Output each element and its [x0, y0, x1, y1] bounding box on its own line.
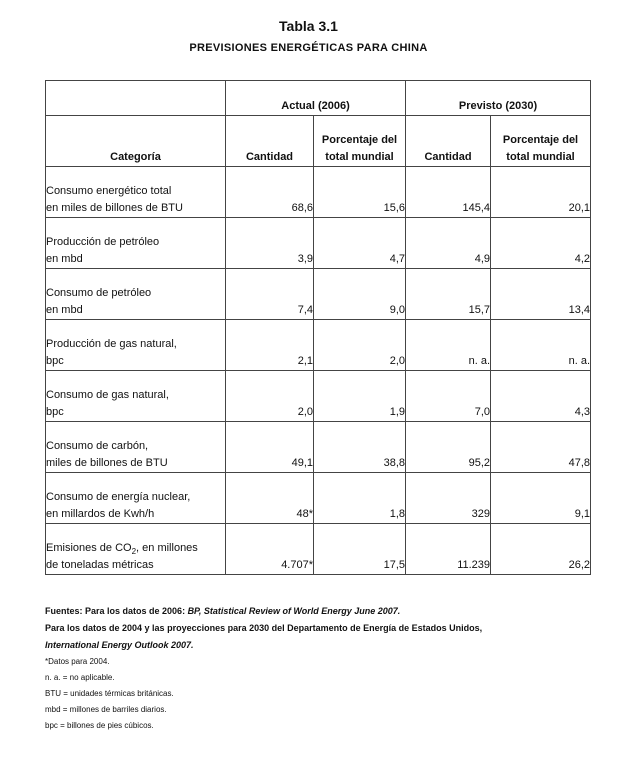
header-previsto-porcentaje: Porcentaje del total mundial — [491, 116, 591, 167]
previsto-porcentaje-cell: 47,8 — [491, 422, 591, 473]
actual-porcentaje-cell: 4,7 — [314, 218, 406, 269]
header-group-previsto: Previsto (2030) — [406, 81, 591, 116]
header-category: Categoría — [46, 116, 226, 167]
header-previsto-cantidad: Cantidad — [406, 116, 491, 167]
actual-porcentaje-cell: 17,5 — [314, 524, 406, 575]
actual-porcentaje-cell: 38,8 — [314, 422, 406, 473]
actual-porcentaje-cell: 9,0 — [314, 269, 406, 320]
table-row — [46, 422, 591, 473]
table-footnotes — [45, 603, 605, 734]
table-row — [46, 371, 591, 422]
actual-porcentaje-cell: 2,0 — [314, 320, 406, 371]
table-row — [46, 218, 591, 269]
actual-cantidad-cell: 2,0 — [226, 371, 314, 422]
actual-cantidad-cell: 2,1 — [226, 320, 314, 371]
row-label: Consumo de energía nuclear, en millardos de Kwh/h — [46, 473, 226, 524]
actual-cantidad-cell: 7,4 — [226, 269, 314, 320]
actual-cantidad-cell: 68,6 — [226, 167, 314, 218]
sources-line: Fuentes: Para los datos de 2006: BP, Statistical Review of World Energy June 2007. — [45, 606, 401, 616]
previsto-cantidad-cell: 7,0 — [406, 371, 491, 422]
row-label: Producción de petróleo en mbd — [46, 218, 226, 269]
previsto-cantidad-cell: n. a. — [406, 320, 491, 371]
previsto-porcentaje-cell: 9,1 — [491, 473, 591, 524]
actual-porcentaje-cell: 15,6 — [314, 167, 406, 218]
table-row — [46, 320, 591, 371]
previsto-cantidad-cell: 11.239 — [406, 524, 491, 575]
previsto-cantidad-cell: 4,9 — [406, 218, 491, 269]
previsto-porcentaje-cell: 4,2 — [491, 218, 591, 269]
table-title: Tabla 3.1 — [279, 18, 338, 34]
sources-line-3: International Energy Outlook 2007. — [45, 640, 194, 650]
actual-porcentaje-cell: 1,9 — [314, 371, 406, 422]
previsto-porcentaje-cell: 26,2 — [491, 524, 591, 575]
actual-cantidad-cell: 48* — [226, 473, 314, 524]
previsto-porcentaje-cell: 20,1 — [491, 167, 591, 218]
header-group-actual: Actual (2006) — [226, 81, 406, 116]
header-actual-cantidad: Cantidad — [226, 116, 314, 167]
previsto-porcentaje-cell: 4,3 — [491, 371, 591, 422]
table-row — [46, 167, 591, 218]
table-row — [46, 269, 591, 320]
header-actual-porcentaje: Porcentaje del total mundial — [314, 116, 406, 167]
row-label: Consumo de gas natural, bpc — [46, 371, 226, 422]
row-label: Consumo de carbón, miles de billones de BTU — [46, 422, 226, 473]
row-label: Producción de gas natural, bpc — [46, 320, 226, 371]
previsto-porcentaje-cell: 13,4 — [491, 269, 591, 320]
row-label: Consumo de petróleo en mbd — [46, 269, 226, 320]
previsto-porcentaje-cell: n. a. — [491, 320, 591, 371]
sources-line-2: Para los datos de 2004 y las proyecciones para 2030 del Departamento de Energía de Estados Unidos, — [45, 623, 483, 633]
table-row — [46, 473, 591, 524]
row-label: Consumo energético total en miles de billones de BTU — [46, 167, 226, 218]
previsto-cantidad-cell: 95,2 — [406, 422, 491, 473]
energy-forecast-table — [45, 80, 591, 575]
footnote-na: n. a. = no aplicable. — [45, 673, 115, 682]
actual-porcentaje-cell: 1,8 — [314, 473, 406, 524]
previsto-cantidad-cell: 329 — [406, 473, 491, 524]
previsto-cantidad-cell: 15,7 — [406, 269, 491, 320]
row-label: Emisiones de $CO_2$, en millones de toneladas métricas — [46, 524, 226, 575]
actual-cantidad-cell: 3,9 — [226, 218, 314, 269]
footnote-data-year: *Datos para 2004. — [45, 657, 110, 666]
actual-cantidad-cell: 49,1 — [226, 422, 314, 473]
table-row — [46, 524, 591, 575]
actual-cantidad-cell: 4.707* — [226, 524, 314, 575]
footnote-bpc: bpc = billones de pies cúbicos. — [45, 721, 154, 730]
header-blank-cell — [46, 81, 226, 116]
previsto-cantidad-cell: 145,4 — [406, 167, 491, 218]
footnote-btu: BTU = unidades térmicas británicas. — [45, 689, 174, 698]
footnote-mbd: mbd = millones de barriles diarios. — [45, 705, 167, 714]
table-subtitle: PREVISIONES ENERGÉTICAS PARA CHINA — [189, 42, 428, 54]
